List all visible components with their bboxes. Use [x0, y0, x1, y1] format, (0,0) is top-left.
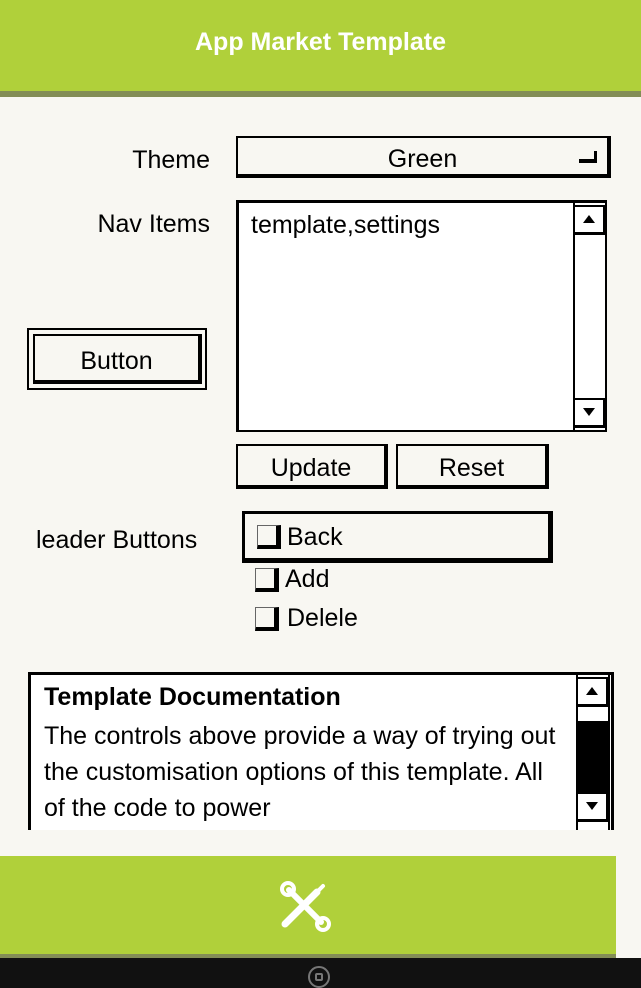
- doc-scroll-up-button[interactable]: [576, 677, 610, 707]
- documentation-panel[interactable]: [28, 672, 614, 830]
- arrow-up-icon: [586, 687, 598, 695]
- theme-selected-value: Green: [387, 145, 458, 173]
- nav-items-textarea[interactable]: [236, 200, 607, 432]
- reset-button-label: Reset: [438, 454, 505, 482]
- update-button[interactable]: [236, 444, 388, 489]
- checkbox-add[interactable]: [255, 568, 279, 592]
- update-button-label: Update: [270, 454, 352, 482]
- checkbox-add-label: Add: [285, 565, 330, 593]
- header-shadow: [0, 91, 641, 97]
- checkbox-back-label: Back: [287, 523, 343, 551]
- dropdown-arrow-icon: [579, 151, 597, 163]
- arrow-up-icon: [583, 215, 595, 223]
- app-title: App Market Template: [195, 28, 446, 56]
- generic-button[interactable]: [33, 334, 202, 384]
- generic-button-label: Button: [80, 347, 153, 375]
- scroll-up-button[interactable]: [573, 205, 607, 235]
- theme-label: Theme: [132, 146, 210, 174]
- documentation-body: The controls above provide a way of trying out the customisation options of this template. All of the code to power: [44, 722, 556, 822]
- footer-margin: [616, 856, 641, 958]
- scroll-down-button[interactable]: [573, 398, 607, 428]
- doc-scroll-track-fill: [578, 723, 608, 793]
- checkbox-back[interactable]: [257, 525, 281, 549]
- doc-scroll-thumb[interactable]: [578, 709, 608, 723]
- arrow-down-icon: [586, 802, 598, 810]
- reset-button[interactable]: [396, 444, 549, 489]
- scrollbar-track[interactable]: [573, 203, 607, 430]
- documentation-scrollbar[interactable]: [576, 675, 610, 830]
- home-icon[interactable]: [308, 966, 330, 988]
- checkbox-delete-row[interactable]: [254, 604, 434, 636]
- checkbox-back-row[interactable]: [242, 511, 553, 563]
- nav-items-scrollbar[interactable]: [573, 203, 607, 430]
- doc-scroll-down-button[interactable]: [576, 792, 610, 822]
- checkbox-delete[interactable]: [255, 607, 279, 631]
- wrench-screwdriver-icon[interactable]: [275, 878, 337, 936]
- documentation-title: Template Documentation: [44, 683, 341, 711]
- theme-dropdown[interactable]: [236, 136, 611, 178]
- arrow-down-icon: [583, 408, 595, 416]
- nav-items-text: template,settings: [251, 211, 440, 239]
- checkbox-delete-label: Delele: [287, 604, 358, 632]
- header-buttons-label: leader Buttons: [36, 526, 198, 554]
- nav-items-label: Nav Items: [97, 210, 210, 238]
- checkbox-add-row[interactable]: [254, 565, 434, 597]
